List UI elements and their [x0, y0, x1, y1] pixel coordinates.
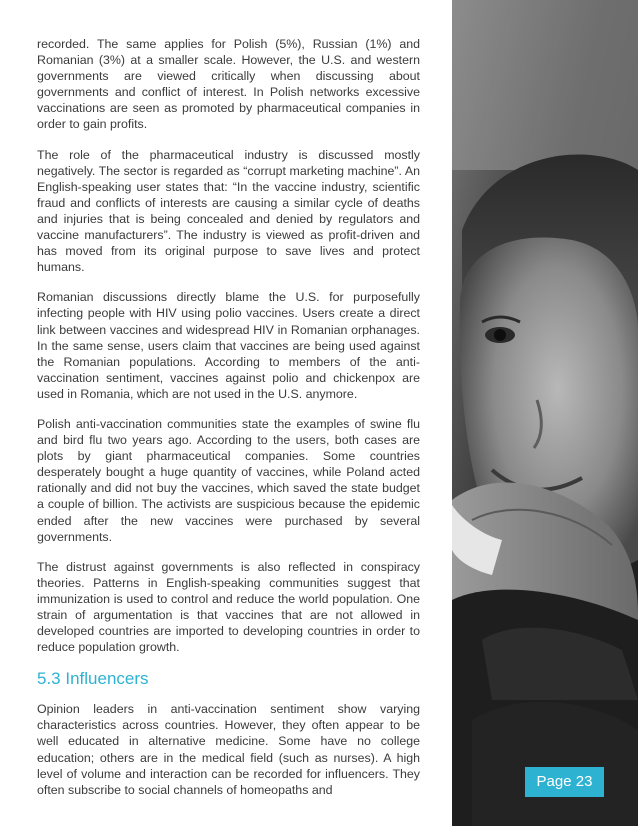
child-photo [452, 0, 638, 826]
body-paragraph: recorded. The same applies for Polish (5%), Russian (1%) and Romanian (3%) at a smaller scale. However, the U.S. and western governments are viewed critically when discussing about governments and conflict of interest. In Polish networks excessive vaccinations are seen as promoted by pharmaceutical companies in order to gain profits. [37, 37, 420, 132]
page-number-badge: Page 23 [525, 767, 604, 797]
body-paragraph: Romanian discussions directly blame the U.S. for purposefully infecting people with HIV using polio vaccines. Users create a direct link between vaccines and widespread HIV in Romanian orphanages. In the same sense, users claim that vaccines are being used against the Romanian populations. According to members of the anti-vaccination sentiment, vaccines against polio and chickenpox are used in Romania, which are not used in the U.S. anymore. [37, 290, 420, 401]
section-heading: 5.3 Influencers [37, 669, 149, 689]
article-body [37, 36, 420, 812]
body-paragraph: The distrust against governments is also reflected in conspiracy theories. Patterns in English-speaking communities suggest that immunization is used to control and reduce the world population. One strain of argumentation is that vaccines that are not allowed in developed countries are imported to developing countries in order to reduce population growth. [37, 559, 420, 655]
section-paragraph: Opinion leaders in anti-vaccination sentiment show varying characteristics across countries. However, they often appear to be well educated in alternative medicine. Some have no college education; others are in the medical field (such as nurses). A high level of volume and interaction can be recorded for influencers. They often subscribe to social channels of homeopaths and [37, 702, 420, 797]
body-paragraph: The role of the pharmaceutical industry is discussed mostly negatively. The sector is regarded as “corrupt marketing machine”. An English-speaking user states that: “In the vaccine industry, scientific fraud and conflicts of interests are causing a similar cycle of deaths and injuries that is being concealed and denied by regulators and vaccine manufacturers”. The industry is viewed as profit-driven and has moved from its original purpose to save lives and protect humans. [37, 147, 420, 275]
body-paragraph: Polish anti-vaccination communities state the examples of swine flu and bird flu two years ago. According to the users, both cases are plots by giant pharmaceutical companies. Some countries desperately bought a huge quantity of vaccines, while Poland acted rationally and did not buy the vaccines, which saved the state budget a couple of billion. The activists are suspicious because the epidemic ended after the new vaccines were purchased by several governments. [37, 416, 420, 544]
